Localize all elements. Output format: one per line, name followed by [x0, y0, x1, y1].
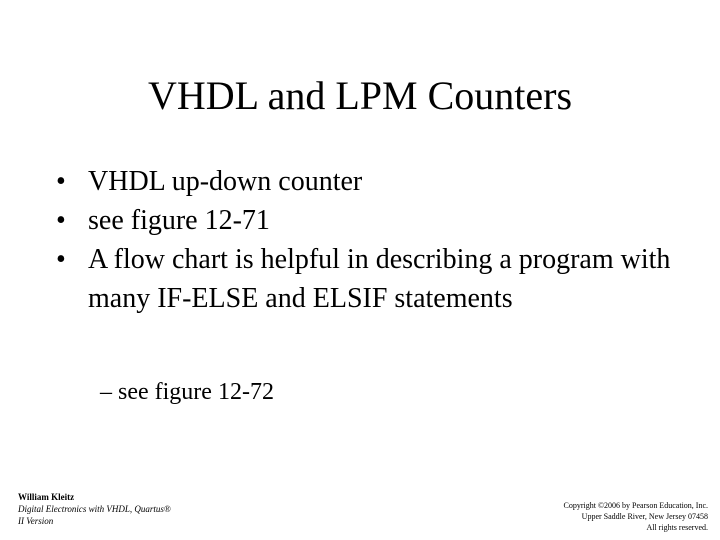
bullet-item [56, 240, 676, 318]
footer-copyright [564, 500, 709, 533]
copyright-rights: All rights reserved. [646, 523, 708, 532]
bullet-item [56, 201, 676, 240]
footer-book-edition: II Version [18, 516, 54, 526]
footer-book-info [18, 491, 171, 527]
bullet-item [56, 162, 676, 201]
bullet-text: A flow chart is helpful in describing a program with many IF-ELSE and ELSIF statements [88, 244, 671, 314]
bullet-text: VHDL up-down counter [88, 166, 363, 197]
bullet-marker: • [56, 166, 66, 197]
slide-title: VHDL and LPM Counters [147, 73, 573, 118]
bullet-marker: • [56, 205, 66, 236]
copyright-line: Copyright ©2006 by Pearson Education, Inc. [563, 501, 708, 510]
bullet-text: see figure 12-71 [88, 205, 270, 236]
sub-bullet: – see figure 12-72 [100, 379, 274, 405]
bullet-marker: • [56, 244, 66, 275]
footer-author: William Kleitz [18, 492, 75, 502]
bullet-list [56, 162, 676, 318]
copyright-address: Upper Saddle River, New Jersey 07458 [581, 512, 708, 521]
footer-book-title: Digital Electronics with VHDL, Quartus® [18, 504, 171, 514]
